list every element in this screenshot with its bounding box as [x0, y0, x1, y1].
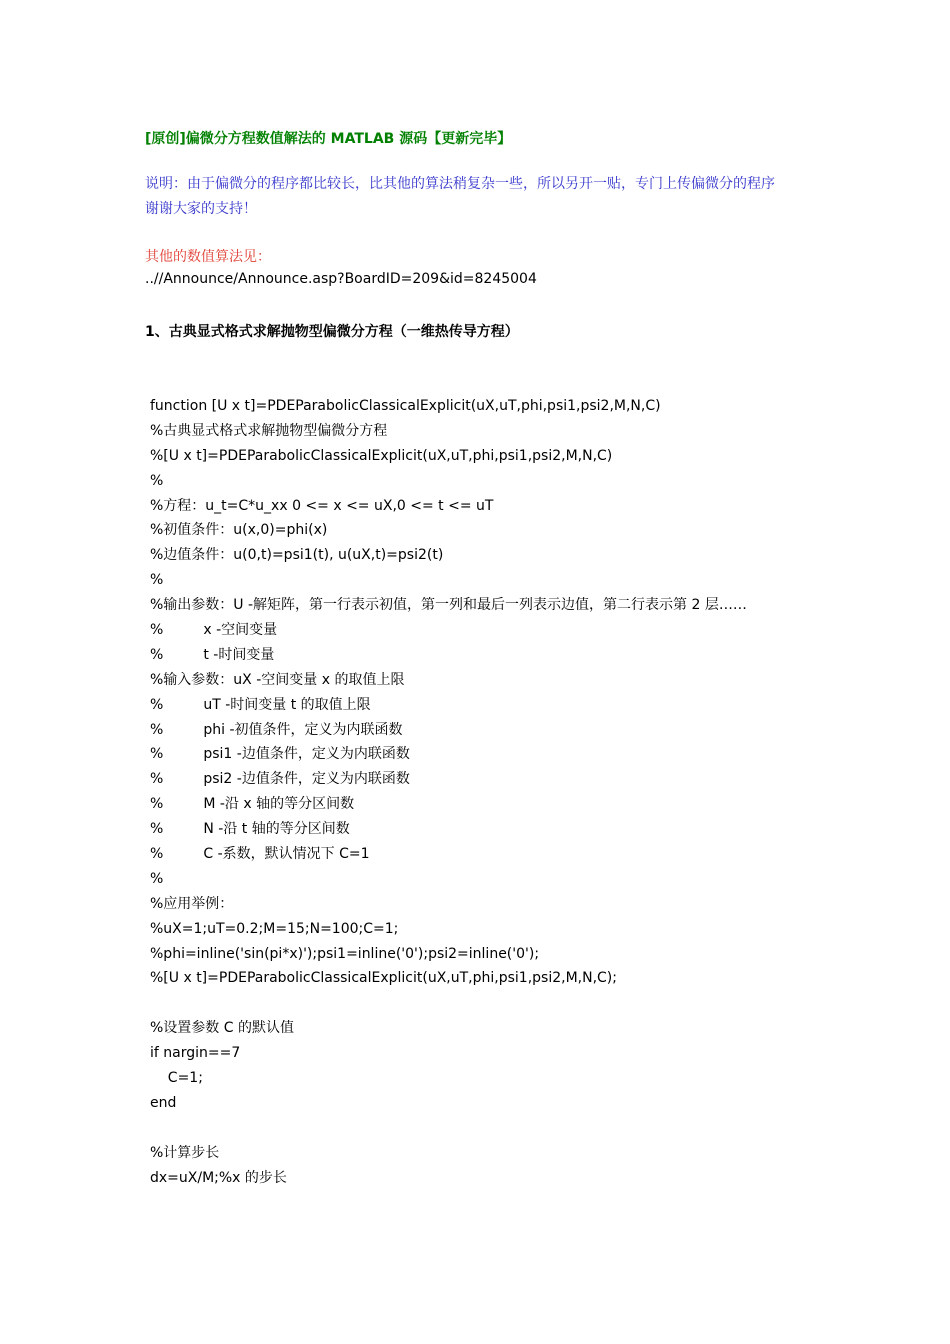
code-line: % — [150, 870, 164, 887]
code-line: % — [150, 472, 164, 489]
code-line: %uX=1;uT=0.2;M=15;N=100;C=1; — [150, 920, 399, 937]
code-line: %输出参数：U -解矩阵，第一行表示初值，第一列和最后一列表示边值，第二行表示第 2 层…… — [150, 597, 747, 614]
code-line: %计算步长 — [150, 1144, 220, 1161]
code-line: if nargin==7 — [150, 1045, 241, 1062]
code-line: %古典显式格式求解抛物型偏微分方程 — [150, 422, 388, 439]
code-line: % t -时间变量 — [150, 646, 275, 663]
other-algorithms-link[interactable]: ..//Announce/Announce.asp?BoardID=209&id=8245004 — [145, 271, 537, 287]
description — [145, 172, 805, 222]
code-line: % N -沿 t 轴的等分区间数 — [150, 821, 350, 838]
other-algorithms-label: 其他的数值算法见： — [145, 249, 271, 265]
code-line: % uT -时间变量 t 的取值上限 — [150, 696, 371, 713]
post-title: [原创]偏微分方程数值解法的 MATLAB 源码【更新完毕】 — [145, 131, 512, 147]
code-line: dx=uX/M;%x 的步长 — [150, 1169, 287, 1186]
code-line — [150, 1116, 870, 1141]
code-line: % psi2 -边值条件，定义为内联函数 — [150, 771, 410, 788]
description-line: 说明：由于偏微分的程序都比较长，比其他的算法稍复杂一些，所以另开一贴，专门上传偏微分的程序 — [145, 176, 775, 192]
code-line: % M -沿 x 轴的等分区间数 — [150, 796, 355, 813]
code-line: %方程：u_t=C*u_xx 0 <= x <= uX,0 <= t <= uT — [150, 497, 494, 514]
code-line: function [U x t]=PDEParabolicClassicalExplicit(uX,uT,phi,psi1,psi2,M,N,C) — [150, 398, 661, 414]
code-line: % C -系数，默认情况下 C=1 — [150, 846, 370, 863]
description-line: 谢谢大家的支持！ — [145, 201, 257, 217]
code-line — [150, 991, 870, 1016]
code-line: % — [150, 572, 164, 589]
code-line: %边值条件：u(0,t)=psi1(t), u(uX,t)=psi2(t) — [150, 547, 444, 564]
code-line: end — [150, 1094, 177, 1111]
code-line: %[U x t]=PDEParabolicClassicalExplicit(uX,uT,phi,psi1,psi2,M,N,C); — [150, 970, 617, 987]
code-line: %初值条件：u(x,0)=phi(x) — [150, 522, 328, 539]
code-line: %phi=inline('sin(pi*x)');psi1=inline('0');psi2=inline('0'); — [150, 945, 540, 962]
code-line: % x -空间变量 — [150, 622, 278, 639]
code-line: %设置参数 C 的默认值 — [150, 1020, 294, 1037]
code-block — [150, 394, 870, 1191]
code-line: %输入参数：uX -空间变量 x 的取值上限 — [150, 671, 405, 688]
code-line: %应用举例： — [150, 895, 234, 912]
code-line: C=1; — [150, 1070, 203, 1087]
code-line: % phi -初值条件，定义为内联函数 — [150, 721, 403, 738]
code-line: % psi1 -边值条件，定义为内联函数 — [150, 746, 410, 763]
code-line: %[U x t]=PDEParabolicClassicalExplicit(uX,uT,phi,psi1,psi2,M,N,C) — [150, 447, 613, 464]
section-heading: 1、古典显式格式求解抛物型偏微分方程（一维热传导方程） — [145, 324, 519, 340]
